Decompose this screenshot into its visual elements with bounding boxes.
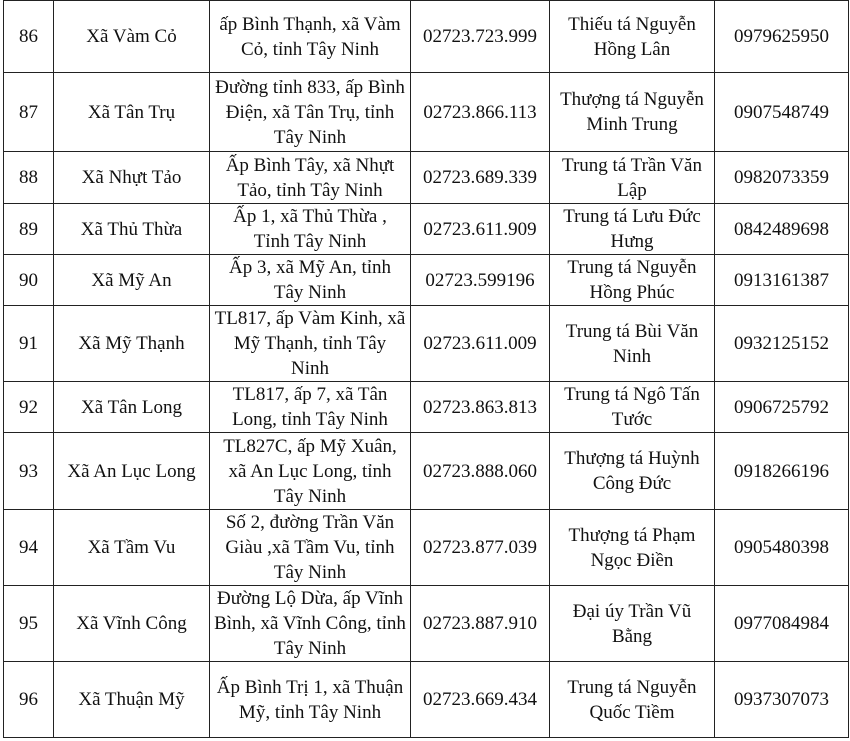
phone-cell: 02723.888.060 bbox=[411, 433, 550, 510]
phone-cell: 02723.611.009 bbox=[411, 306, 550, 382]
phone-cell: 02723.689.339 bbox=[411, 152, 550, 204]
mobile-cell: 0977084984 bbox=[715, 586, 849, 662]
mobile-cell: 0907548749 bbox=[715, 73, 849, 152]
phone-cell: 02723.877.039 bbox=[411, 510, 550, 586]
commune-cell: Xã Thuận Mỹ bbox=[54, 662, 210, 738]
row-number-cell: 89 bbox=[4, 204, 54, 255]
officer-cell: Trung tá Nguyễn Hồng Phúc bbox=[550, 255, 715, 306]
address-cell: Đường Lộ Dừa, ấp Vĩnh Bình, xã Vĩnh Công, tỉnh Tây Ninh bbox=[210, 586, 411, 662]
phone-cell: 02723.863.813 bbox=[411, 382, 550, 433]
table-row bbox=[4, 433, 849, 510]
table-row bbox=[4, 1, 849, 73]
commune-cell: Xã Tân Trụ bbox=[54, 73, 210, 152]
address-cell: Ấp 3, xã Mỹ An, tỉnh Tây Ninh bbox=[210, 255, 411, 306]
commune-cell: Xã Mỹ An bbox=[54, 255, 210, 306]
mobile-cell: 0905480398 bbox=[715, 510, 849, 586]
mobile-cell: 0932125152 bbox=[715, 306, 849, 382]
row-number-cell: 87 bbox=[4, 73, 54, 152]
mobile-cell: 0906725792 bbox=[715, 382, 849, 433]
address-cell: TL827C, ấp Mỹ Xuân, xã An Lục Long, tỉnh Tây Ninh bbox=[210, 433, 411, 510]
table-row bbox=[4, 306, 849, 382]
table-row bbox=[4, 382, 849, 433]
table-row bbox=[4, 510, 849, 586]
mobile-cell: 0937307073 bbox=[715, 662, 849, 738]
officer-cell: Trung tá Ngô Tấn Tước bbox=[550, 382, 715, 433]
table-row bbox=[4, 255, 849, 306]
officer-cell: Đại úy Trần Vũ Bằng bbox=[550, 586, 715, 662]
commune-cell: Xã Tầm Vu bbox=[54, 510, 210, 586]
phone-cell: 02723.599196 bbox=[411, 255, 550, 306]
address-cell: TL817, ấp 7, xã Tân Long, tỉnh Tây Ninh bbox=[210, 382, 411, 433]
officer-cell: Thiếu tá Nguyễn Hồng Lân bbox=[550, 1, 715, 73]
row-number-cell: 91 bbox=[4, 306, 54, 382]
commune-cell: Xã Mỹ Thạnh bbox=[54, 306, 210, 382]
mobile-cell: 0918266196 bbox=[715, 433, 849, 510]
officer-cell: Trung tá Trần Văn Lập bbox=[550, 152, 715, 204]
officer-cell: Trung tá Nguyễn Quốc Tiềm bbox=[550, 662, 715, 738]
commune-cell: Xã Vàm Cỏ bbox=[54, 1, 210, 73]
phone-cell: 02723.887.910 bbox=[411, 586, 550, 662]
commune-cell: Xã Vĩnh Công bbox=[54, 586, 210, 662]
address-cell: Ấp 1, xã Thủ Thừa , Tỉnh Tây Ninh bbox=[210, 204, 411, 255]
row-number-cell: 86 bbox=[4, 1, 54, 73]
commune-cell: Xã Nhựt Tảo bbox=[54, 152, 210, 204]
table-body bbox=[4, 1, 849, 738]
mobile-cell: 0979625950 bbox=[715, 1, 849, 73]
mobile-cell: 0842489698 bbox=[715, 204, 849, 255]
row-number-cell: 95 bbox=[4, 586, 54, 662]
mobile-cell: 0982073359 bbox=[715, 152, 849, 204]
address-cell: TL817, ấp Vàm Kinh, xã Mỹ Thạnh, tỉnh Tây Ninh bbox=[210, 306, 411, 382]
commune-cell: Xã An Lục Long bbox=[54, 433, 210, 510]
officer-cell: Trung tá Bùi Văn Ninh bbox=[550, 306, 715, 382]
row-number-cell: 94 bbox=[4, 510, 54, 586]
phone-cell: 02723.669.434 bbox=[411, 662, 550, 738]
officer-cell: Thượng tá Nguyễn Minh Trung bbox=[550, 73, 715, 152]
table-row bbox=[4, 204, 849, 255]
row-number-cell: 96 bbox=[4, 662, 54, 738]
phone-cell: 02723.866.113 bbox=[411, 73, 550, 152]
address-cell: ấp Bình Thạnh, xã Vàm Cỏ, tỉnh Tây Ninh bbox=[210, 1, 411, 73]
mobile-cell: 0913161387 bbox=[715, 255, 849, 306]
address-cell: Ấp Bình Tây, xã Nhựt Tảo, tỉnh Tây Ninh bbox=[210, 152, 411, 204]
commune-cell: Xã Thủ Thừa bbox=[54, 204, 210, 255]
address-cell: Số 2, đường Trần Văn Giàu ,xã Tầm Vu, tỉnh Tây Ninh bbox=[210, 510, 411, 586]
row-number-cell: 88 bbox=[4, 152, 54, 204]
row-number-cell: 90 bbox=[4, 255, 54, 306]
table-row bbox=[4, 73, 849, 152]
address-cell: Đường tỉnh 833, ấp Bình Điện, xã Tân Trụ, tỉnh Tây Ninh bbox=[210, 73, 411, 152]
phone-cell: 02723.723.999 bbox=[411, 1, 550, 73]
officer-cell: Thượng tá Phạm Ngọc Điền bbox=[550, 510, 715, 586]
row-number-cell: 93 bbox=[4, 433, 54, 510]
table-row bbox=[4, 662, 849, 738]
table-row bbox=[4, 586, 849, 662]
officer-cell: Thượng tá Huỳnh Công Đức bbox=[550, 433, 715, 510]
phone-cell: 02723.611.909 bbox=[411, 204, 550, 255]
address-cell: Ấp Bình Trị 1, xã Thuận Mỹ, tỉnh Tây Ninh bbox=[210, 662, 411, 738]
table-row bbox=[4, 152, 849, 204]
commune-cell: Xã Tân Long bbox=[54, 382, 210, 433]
police-contact-table bbox=[3, 0, 849, 738]
row-number-cell: 92 bbox=[4, 382, 54, 433]
officer-cell: Trung tá Lưu Đức Hưng bbox=[550, 204, 715, 255]
